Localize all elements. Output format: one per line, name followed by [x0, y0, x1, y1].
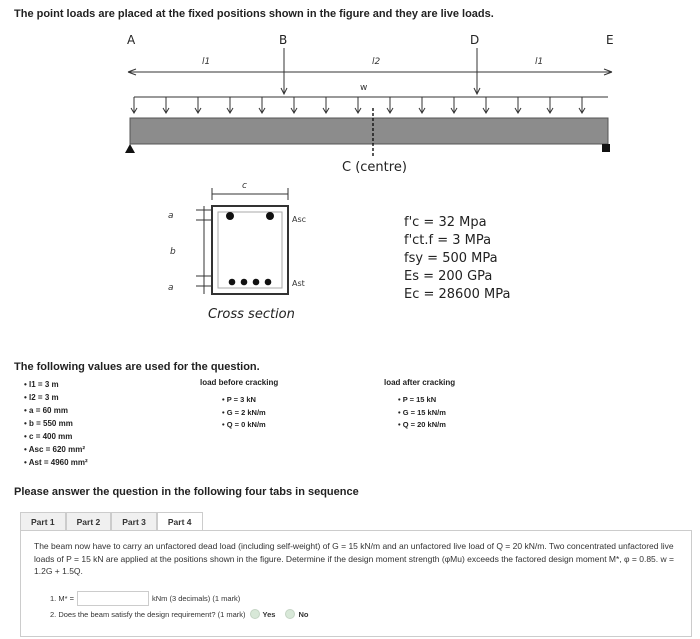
material-ec: Ec = 28600 MPa [404, 287, 511, 302]
tab-part-3[interactable]: Part 3 [111, 512, 157, 532]
left-support [125, 144, 135, 153]
c-label: c [242, 181, 247, 191]
yes-label: Yes [262, 609, 276, 619]
yes-radio[interactable] [250, 609, 276, 619]
list-item: • c = 400 mm [24, 430, 88, 443]
compression-bar [266, 212, 274, 220]
tension-bar [253, 279, 260, 286]
compression-bar [226, 212, 234, 220]
list-item: • G = 2 kN/m [222, 407, 266, 420]
right-support [602, 144, 610, 152]
material-fsy: fsy = 500 MPa [404, 251, 498, 266]
load-before-title: load before cracking [200, 378, 279, 387]
span-label-3: l1 [535, 57, 544, 67]
tab-bar [20, 512, 203, 532]
tension-bar [229, 279, 236, 286]
tension-bar [241, 279, 248, 286]
centre-label: C (centre) [342, 160, 407, 175]
list-item: • l1 = 3 m [24, 378, 88, 391]
answer-prompt: Please answer the question in the following four tabs in sequence [14, 486, 359, 498]
cross-section-label: Cross section [208, 307, 295, 322]
cross-section-diagram [160, 178, 320, 303]
q1-label: 1. M* = [50, 594, 74, 603]
a-label-bottom: a [168, 283, 174, 293]
list-item: • a = 60 mm [24, 404, 88, 417]
beam-diagram [0, 26, 700, 176]
tab-part-2[interactable]: Part 2 [66, 512, 112, 532]
point-label-a: A [127, 33, 136, 47]
list-item: • l2 = 3 m [24, 391, 88, 404]
list-item: • P = 15 kN [398, 394, 446, 407]
list-item: • b = 550 mm [24, 417, 88, 430]
question-1 [50, 591, 240, 606]
q2-label: 2. Does the beam satisfy the design requirement? (1 mark) [50, 609, 246, 619]
radio-circle-icon [250, 609, 260, 619]
load-before-list [222, 394, 266, 432]
point-label-d: D [470, 33, 480, 47]
list-item: • Q = 0 kN/m [222, 419, 266, 432]
list-item: • Q = 20 kN/m [398, 419, 446, 432]
load-after-title: load after cracking [384, 378, 456, 387]
q1-suffix: kNm (3 decimals) (1 mark) [151, 594, 241, 603]
radio-circle-icon [285, 609, 295, 619]
list-item: • P = 3 kN [222, 394, 266, 407]
parameter-list [24, 378, 88, 469]
material-fctf: f'ct.f = 3 MPa [404, 233, 492, 248]
span-label-1: l1 [202, 57, 211, 67]
tab-part-4[interactable]: Part 4 [157, 512, 203, 532]
no-radio[interactable] [285, 609, 308, 619]
load-after-list [398, 394, 446, 432]
moment-input[interactable] [77, 591, 149, 606]
asc-label: Asc [292, 215, 307, 224]
list-item: • G = 15 kN/m [398, 407, 446, 420]
problem-text: The beam now have to carry an unfactored dead load (including self-weight) of G = 15 kN/m and an unfactored live load of Q = 20 kN/m. Two concentrated unfactored live loads of P = 15 kN are applied at the positions shown in the figure. Determine if the design moment strength (φMu) exceeds the factored design moment M*, φ = 0.85. w = 1.2G + 1.5Q. [34, 541, 674, 576]
list-item: • Asc = 620 mm² [24, 443, 88, 456]
a-label-top: a [168, 211, 174, 221]
point-label-b: B [279, 33, 288, 47]
tension-bar [265, 279, 272, 286]
question-2 [50, 609, 308, 619]
values-title: The following values are used for the question. [14, 361, 260, 373]
tab-part-1[interactable]: Part 1 [20, 512, 66, 532]
span-label-2: l2 [372, 57, 381, 67]
question-heading: The point loads are placed at the fixed positions shown in the figure and they are live loads. [14, 8, 494, 20]
ast-label: Ast [292, 279, 305, 288]
beam [130, 118, 608, 144]
point-label-e: E [606, 33, 614, 47]
b-label: b [170, 247, 176, 257]
material-properties [404, 214, 510, 304]
no-label: No [298, 609, 309, 619]
material-es: Es = 200 GPa [404, 269, 493, 284]
w-label: w [360, 83, 368, 93]
list-item: • Ast = 4960 mm² [24, 456, 88, 469]
material-fc: f'c = 32 Mpa [404, 215, 487, 230]
